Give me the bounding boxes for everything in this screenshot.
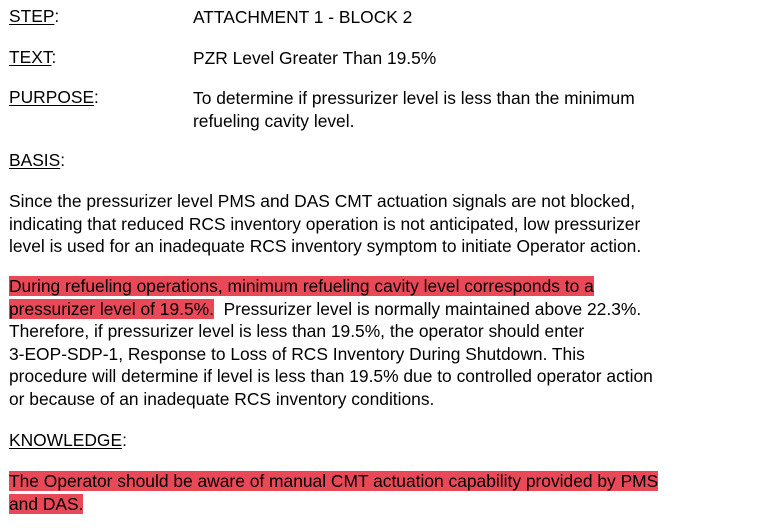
purpose-value (193, 87, 635, 133)
text-label: TEXT: (9, 47, 57, 67)
paragraph-line (9, 275, 754, 298)
basis-paragraph-1 (9, 190, 754, 258)
basis-label-text: BASIS (9, 150, 61, 170)
highlighted-text: and DAS. (9, 493, 84, 514)
purpose-label-text: PURPOSE (9, 87, 95, 107)
paragraph-line (9, 470, 754, 493)
paragraph-line: or because of an inadequate RCS inventory conditions. (9, 388, 435, 409)
basis-label: BASIS: (9, 150, 66, 170)
step-label: STEP: (9, 6, 60, 26)
purpose-line: refueling cavity level. (193, 111, 355, 131)
paragraph-line: procedure will determine if level is less than 19.5% due to controlled operator action (9, 366, 653, 386)
paragraph-line: indicating that reduced RCS inventory operation is not anticipated, low pressurizer (9, 213, 641, 234)
text-label-text: TEXT (9, 47, 52, 67)
paragraph-text: Pressurizer level is normally maintained above 22.3%. (213, 298, 642, 319)
step-label-text: STEP (9, 6, 55, 26)
step-value: ATTACHMENT 1 - BLOCK 2 (193, 7, 413, 27)
basis-paragraph-2 (9, 275, 754, 410)
highlighted-text: pressurizer level of 19.5%. (9, 298, 214, 319)
paragraph-line: level is used for an inadequate RCS inventory symptom to initiate Operator action. (9, 236, 642, 256)
highlighted-text: The Operator should be aware of manual CMT actuation capability provided by PMS (9, 471, 659, 491)
paragraph-line: Since the pressurizer level PMS and DAS CMT actuation signals are not blocked, (9, 191, 636, 211)
purpose-label: PURPOSE: (9, 87, 99, 107)
paragraph-line: Therefore, if pressurizer level is less than 19.5%, the operator should enter (9, 321, 585, 341)
paragraph-line: 3-EOP-SDP-1, Response to Loss of RCS Inventory During Shutdown. This (9, 343, 585, 364)
knowledge-label-text: KNOWLEDGE (9, 430, 123, 450)
text-value: PZR Level Greater Than 19.5% (193, 48, 437, 68)
paragraph-line (9, 298, 754, 321)
paragraph-line (9, 493, 754, 516)
highlighted-text: During refueling operations, minimum refueling cavity level corresponds to a (9, 276, 594, 296)
knowledge-paragraph (9, 470, 754, 515)
purpose-line: To determine if pressurizer level is less than the minimum (193, 88, 635, 108)
knowledge-label: KNOWLEDGE: (9, 430, 127, 450)
